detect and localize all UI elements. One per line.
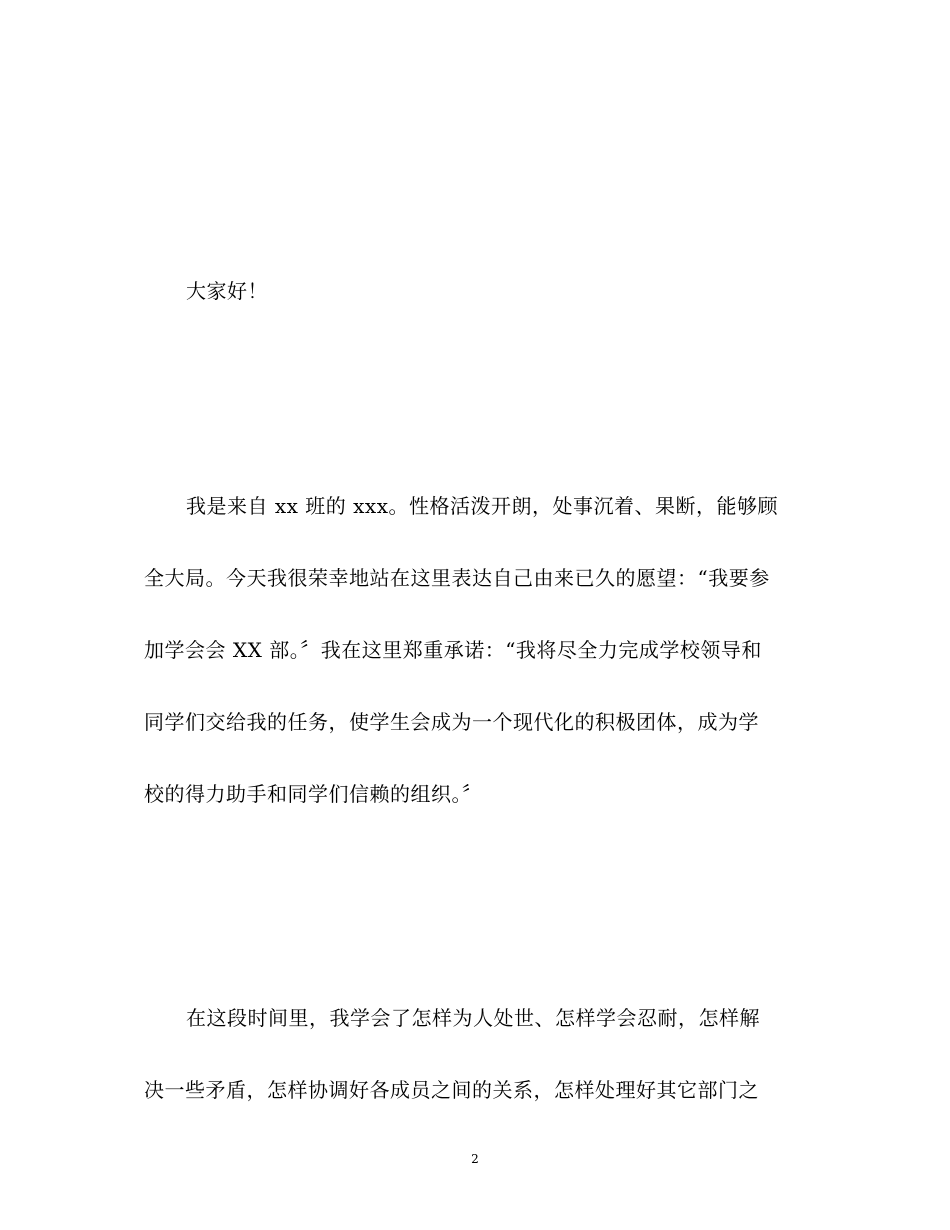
page-number: 2 bbox=[471, 1152, 479, 1166]
paragraph-line: 我是来自 xx 班的 xxx。性格活泼开朗，处事沉着、果断，能够顾 bbox=[186, 494, 778, 518]
paragraph-line: 校的得力助手和同学们信赖的组织。〞 bbox=[144, 782, 483, 806]
paragraph-line: 在这段时间里，我学会了怎样为人处世、怎样学会忍耐，怎样解 bbox=[186, 1006, 760, 1030]
paragraph-line: 同学们交给我的任务，使学生会成为一个现代化的积极团体，成为学 bbox=[144, 710, 759, 734]
paragraph-line: 全大局。今天我很荣幸地站在这里表达自己由来已久的愿望：“我要参 bbox=[144, 566, 770, 590]
paragraph-line: 加学会会 XX 部。〞我在这里郑重承诺：“我将尽全力完成学校领导和 bbox=[144, 638, 762, 662]
paragraph-line: 决一些矛盾，怎样协调好各成员之间的关系，怎样处理好其它部门之 bbox=[144, 1078, 759, 1102]
greeting-line: 大家好！ bbox=[186, 279, 268, 303]
